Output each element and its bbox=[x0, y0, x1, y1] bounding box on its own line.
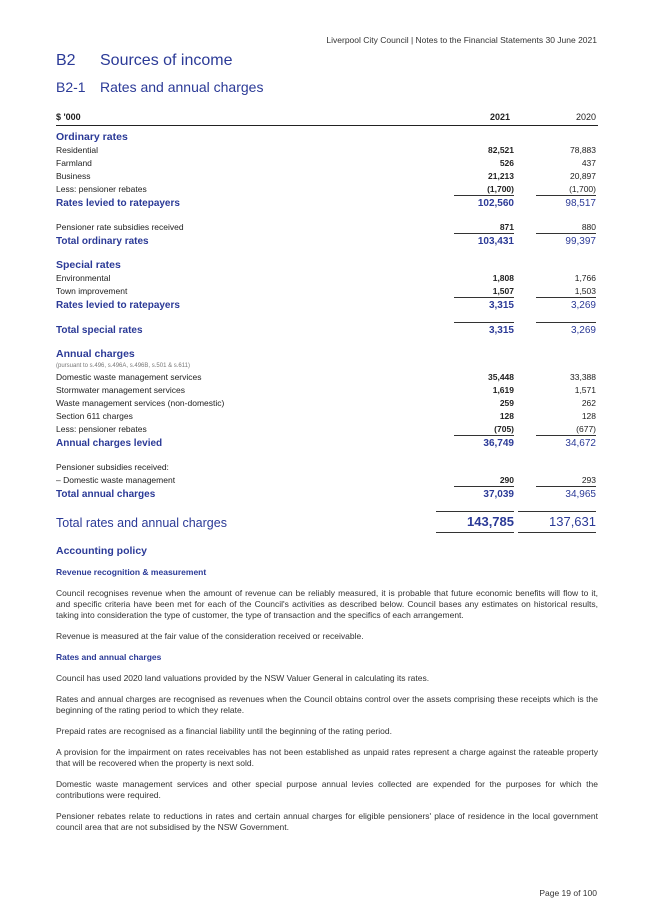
policy-subheading: Revenue recognition & measurement bbox=[56, 567, 207, 577]
running-header: Liverpool City Council | Notes to the Financial Statements 30 June 2021 bbox=[326, 35, 597, 45]
table-row: Farmland 526 437 bbox=[56, 158, 596, 168]
policy-paragraph: A provision for the impairment on rates receivables has not been established as unpaid rates represent a charge against the rateable property that will be recovered when the property is next sold. bbox=[56, 747, 598, 768]
table-row: Business 21,213 20,897 bbox=[56, 171, 596, 181]
subtotal-row: Rates levied to ratepayers 3,315 3,269 bbox=[56, 298, 598, 314]
policy-paragraph: Prepaid rates are recognised as a financial liability until the beginning of the rating period. bbox=[56, 726, 392, 736]
policy-subheading: Rates and annual charges bbox=[56, 652, 162, 662]
table-row: Residential 82,521 78,883 bbox=[56, 145, 596, 155]
total-row: Total special rates 3,315 3,269 bbox=[56, 323, 598, 339]
subsection-heading bbox=[56, 79, 263, 95]
table-row: Pensioner subsidies received: bbox=[56, 462, 169, 472]
table-row: Stormwater management services 1,619 1,571 bbox=[56, 385, 596, 395]
subtotal-row: Annual charges levied 36,749 34,672 bbox=[56, 436, 598, 452]
policy-paragraph: Rates and annual charges are recognised as revenues when the Council obtains control over the assets comprising these receipts which is the beginning of the rating period to which they relate. bbox=[56, 694, 598, 715]
table-row: Pensioner rate subsidies received 871 880 bbox=[56, 222, 596, 232]
col-2021-header: 2021 bbox=[489, 112, 510, 122]
subsection-title: Rates and annual charges bbox=[100, 79, 264, 95]
table-row: – Domestic waste management 290 293 bbox=[56, 475, 596, 485]
table-row: Section 611 charges 128 128 bbox=[56, 411, 596, 421]
table-row: Less: pensioner rebates (1,700) (1,700) bbox=[56, 184, 596, 194]
rates-table bbox=[56, 110, 598, 534]
legislation-note: (pursuant to s.496, s.496A, s.496B, s.501 & s.611) bbox=[56, 363, 190, 369]
policy-heading: Accounting policy bbox=[56, 545, 148, 557]
subtotal-row: Rates levied to ratepayers 102,560 98,517 bbox=[56, 196, 598, 212]
table-row: Domestic waste management services 35,448 33,388 bbox=[56, 372, 596, 382]
section-number: B2 bbox=[56, 52, 76, 69]
grand-total-row: Total rates and annual charges 143,785 137,631 bbox=[56, 512, 598, 534]
policy-paragraph: Domestic waste management services and other special purpose annual levies collected are expended for the purposes for which the contributions were required. bbox=[56, 779, 598, 800]
total-row: Total ordinary rates 103,431 99,397 bbox=[56, 234, 598, 250]
section-heading bbox=[56, 52, 233, 70]
table-row: Less: pensioner rebates (705) (677) bbox=[56, 424, 596, 434]
policy-paragraph: Revenue is measured at the fair value of the consideration received or receivable. bbox=[56, 631, 364, 641]
policy-paragraph: Pensioner rebates relate to reductions in rates and certain annual charges for eligible pensioners' place of residence in the local government council area that are not subsidised by the NSW Government. bbox=[56, 811, 598, 832]
table-row: Town improvement 1,507 1,503 bbox=[56, 286, 596, 296]
accounting-policy bbox=[56, 546, 598, 843]
table-header bbox=[56, 110, 598, 126]
page-number: Page 19 of 100 bbox=[539, 888, 597, 898]
table-row: Environmental 1,808 1,766 bbox=[56, 273, 596, 283]
annual-charges-heading: Annual charges bbox=[56, 348, 135, 360]
col-2020-header: 2020 bbox=[575, 112, 596, 122]
unit-label: $ '000 bbox=[56, 112, 81, 122]
total-row: Total annual charges 37,039 34,965 bbox=[56, 487, 598, 503]
special-rates-heading: Special rates bbox=[56, 259, 121, 271]
policy-paragraph: Council recognises revenue when the amount of revenue can be reliably measured, it is probable that future economic benefits will flow to it, and specific criteria have been met for each of the Council's activities as described below. Council bases any estimates on historical results, taking into consideration the type of customer, the type of transaction and the specifics of each arrangement. bbox=[56, 588, 598, 620]
subsection-number: B2-1 bbox=[56, 79, 86, 95]
policy-paragraph: Council has used 2020 land valuations provided by the NSW Valuer General in calculating its rates. bbox=[56, 673, 430, 683]
ordinary-rates-heading: Ordinary rates bbox=[56, 131, 128, 143]
table-row: Waste management services (non-domestic) 259 262 bbox=[56, 398, 596, 408]
section-title: Sources of income bbox=[100, 52, 233, 69]
